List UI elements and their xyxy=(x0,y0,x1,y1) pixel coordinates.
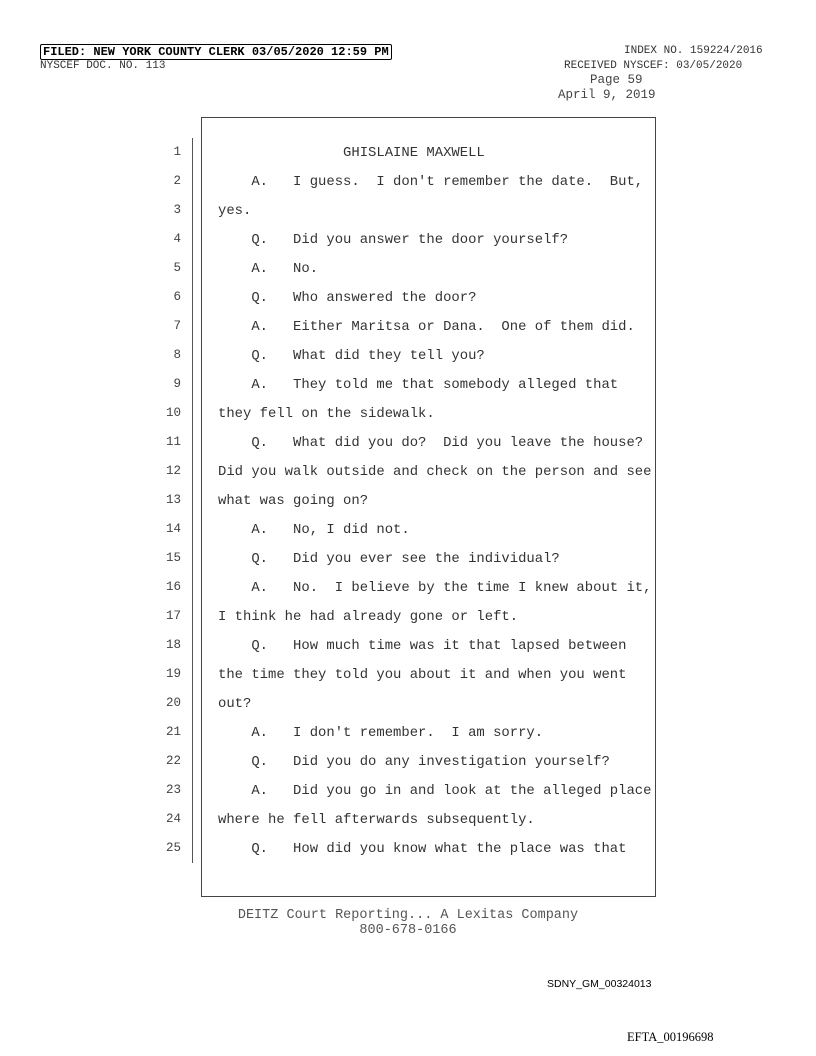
transcript-line xyxy=(150,399,651,428)
line-text: where he fell afterwards subsequently. xyxy=(218,811,535,828)
line-text: GHISLAINE MAXWELL xyxy=(218,144,485,161)
line-number: 21 xyxy=(150,718,193,747)
line-text: Q. Did you do any investigation yourself? xyxy=(218,753,610,770)
line-text: A. Either Maritsa or Dana. One of them did. xyxy=(218,318,635,335)
transcript-line xyxy=(150,167,651,196)
line-text: the time they told you about it and when you went xyxy=(218,666,627,683)
line-text: A. I guess. I don't remember the date. But, xyxy=(218,173,644,190)
transcript-line xyxy=(150,486,651,515)
line-text: out? xyxy=(218,695,252,712)
line-number: 10 xyxy=(150,399,193,428)
transcript-line xyxy=(150,341,651,370)
line-number: 8 xyxy=(150,341,193,370)
transcript-line xyxy=(150,515,651,544)
transcript-line xyxy=(150,283,651,312)
line-text: A. Did you go in and look at the alleged place xyxy=(218,782,652,799)
transcript-line xyxy=(150,602,651,631)
transcript-line xyxy=(150,544,651,573)
line-number: 23 xyxy=(150,776,193,805)
line-number: 5 xyxy=(150,254,193,283)
transcript-line xyxy=(150,428,651,457)
transcript-line xyxy=(150,689,651,718)
transcript-line xyxy=(150,805,651,834)
reporter-phone: 800-678-0166 xyxy=(359,923,457,938)
line-text: Q. Did you ever see the individual? xyxy=(218,550,560,567)
line-number: 2 xyxy=(150,167,193,196)
line-number: 3 xyxy=(150,196,193,225)
nyscef-doc-number: NYSCEF DOC. NO. 113 xyxy=(40,60,166,72)
line-text: yes. xyxy=(218,202,252,219)
line-text: Q. What did you do? Did you leave the house? xyxy=(218,434,644,451)
transcript-line xyxy=(150,138,651,167)
line-text: A. I don't remember. I am sorry. xyxy=(218,724,544,741)
transcript-line xyxy=(150,225,651,254)
line-number: 16 xyxy=(150,573,193,602)
line-number: 18 xyxy=(150,631,193,660)
transcript-line xyxy=(150,573,651,602)
line-number: 9 xyxy=(150,370,193,399)
line-number: 22 xyxy=(150,747,193,776)
line-number: 4 xyxy=(150,225,193,254)
transcript-line xyxy=(150,834,651,863)
line-text: Q. How did you know what the place was that xyxy=(218,840,627,857)
line-text: Q. What did they tell you? xyxy=(218,347,485,364)
line-number: 12 xyxy=(150,457,193,486)
transcript-line xyxy=(150,776,651,805)
line-text: they fell on the sidewalk. xyxy=(218,405,435,422)
line-number: 11 xyxy=(150,428,193,457)
page-number: Page 59 xyxy=(590,73,643,87)
line-text: A. No. I believe by the time I knew about it, xyxy=(218,579,652,596)
line-number: 20 xyxy=(150,689,193,718)
line-number: 25 xyxy=(150,834,193,863)
line-text: Q. How much time was it that lapsed between xyxy=(218,637,627,654)
received-date: RECEIVED NYSCEF: 03/05/2020 xyxy=(564,60,743,72)
line-number: 17 xyxy=(150,602,193,631)
transcript-line xyxy=(150,660,651,689)
line-number: 19 xyxy=(150,660,193,689)
line-number: 7 xyxy=(150,312,193,341)
line-number: 13 xyxy=(150,486,193,515)
line-text: A. No, I did not. xyxy=(218,521,410,538)
transcript-line xyxy=(150,747,651,776)
line-text: A. No. xyxy=(218,260,319,277)
line-text: Q. Who answered the door? xyxy=(218,289,477,306)
line-number: 1 xyxy=(150,138,193,167)
index-number: INDEX NO. 159224/2016 xyxy=(624,45,763,57)
line-text: I think he had already gone or left. xyxy=(218,608,519,625)
transcript-date: April 9, 2019 xyxy=(558,88,656,102)
line-text: A. They told me that somebody alleged that xyxy=(218,376,619,393)
transcript-line xyxy=(150,718,651,747)
line-text: what was going on? xyxy=(218,492,369,509)
reporter-name: DEITZ Court Reporting... A Lexitas Company xyxy=(237,908,579,923)
line-text: Q. Did you answer the door yourself? xyxy=(218,231,569,248)
line-text: Did you walk outside and check on the person and see xyxy=(218,463,652,480)
line-number: 6 xyxy=(150,283,193,312)
efta-number: EFTA_00196698 xyxy=(627,1030,714,1044)
transcript-line xyxy=(150,254,651,283)
transcript-line xyxy=(150,631,651,660)
line-number: 15 xyxy=(150,544,193,573)
transcript-line xyxy=(150,370,651,399)
transcript-lines xyxy=(150,138,651,863)
line-number: 24 xyxy=(150,805,193,834)
line-number: 14 xyxy=(150,515,193,544)
transcript-line xyxy=(150,196,651,225)
bates-number: SDNY_GM_00324013 xyxy=(547,978,652,990)
transcript-line xyxy=(150,312,651,341)
filed-stamp: FILED: NEW YORK COUNTY CLERK 03/05/2020 12:59 PM xyxy=(40,44,392,60)
transcript-line xyxy=(150,457,651,486)
